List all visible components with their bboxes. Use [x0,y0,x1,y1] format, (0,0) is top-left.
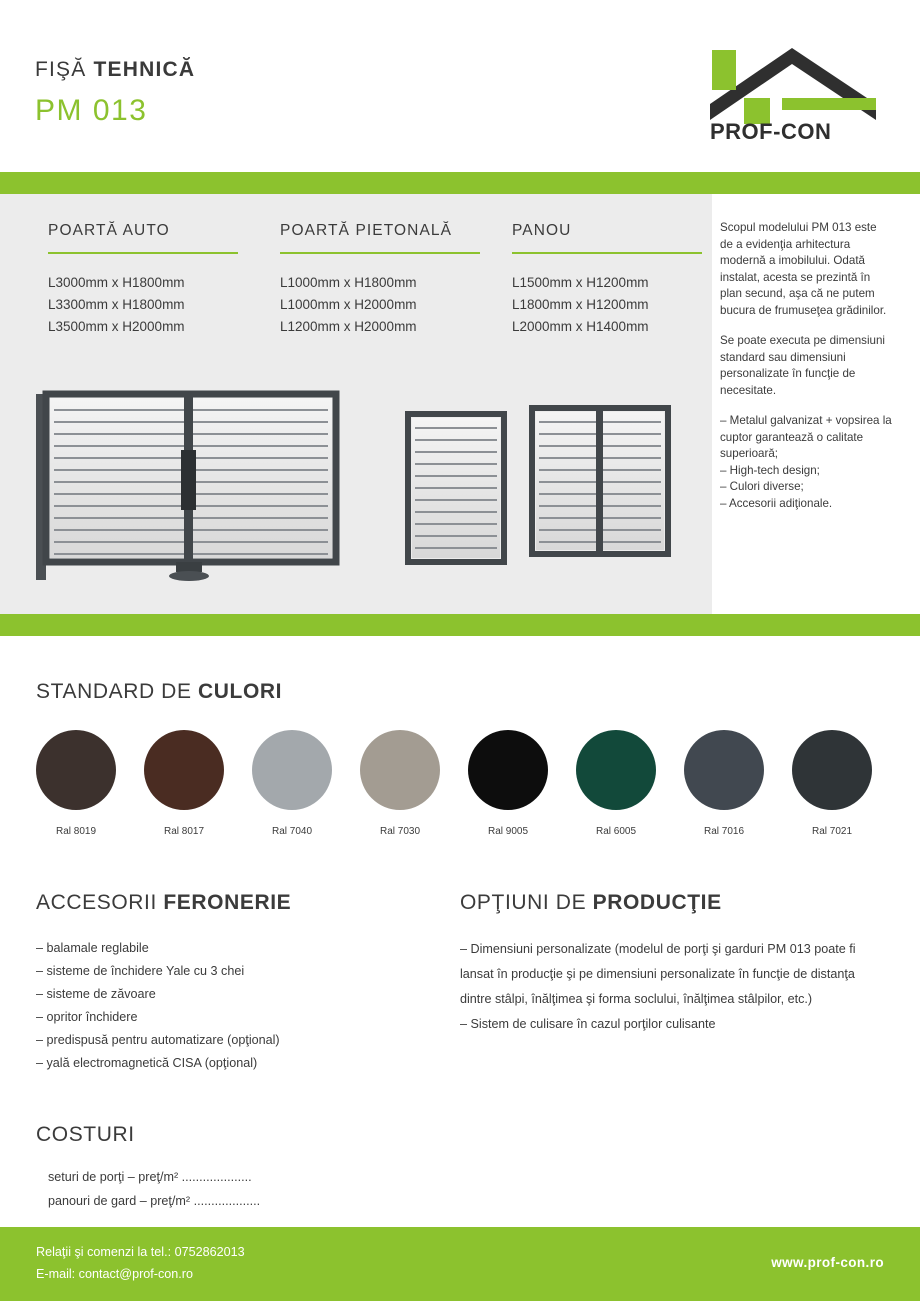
accessories-title [36,891,460,915]
gate-product-illustration [36,390,676,590]
color-label: Ral 8019 [55,826,97,837]
color-swatch-row [36,730,884,837]
spec-item: L1000mm x H1800mm [280,275,417,290]
color-swatch [576,730,656,837]
colors-title-prefix: STANDARD DE [36,680,198,703]
spec-item: L1800mm x H1200mm [512,297,649,312]
color-dot [684,730,764,810]
details-columns [36,891,884,1213]
spec-column-panou [512,222,744,338]
color-swatch [792,730,872,837]
production-title-bold: PRODUCŢIE [592,891,722,914]
title-block [35,58,195,128]
gate-drawing-icon [36,390,676,590]
color-label: Ral 7021 [811,826,853,837]
kicker-bold: TEHNICĂ [93,58,196,81]
footer-email[interactable]: E-mail: contact@prof-con.ro [36,1267,193,1281]
spec-list [512,272,744,338]
color-swatch [36,730,116,837]
production-title [460,891,884,915]
document-kicker [35,58,195,82]
color-label: Ral 7030 [379,826,421,837]
side-feature-item: – Culori diverse; [720,480,804,493]
accessories-title-prefix: ACCESORII [36,891,164,914]
spec-item: L3500mm x H2000mm [48,319,185,334]
costs-title: COSTURI [36,1123,135,1146]
color-swatch [144,730,224,837]
spec-item: L1000mm x H2000mm [280,297,417,312]
color-label: Ral 6005 [595,826,637,837]
spec-list [48,272,280,338]
color-label: Ral 8017 [163,826,205,837]
costs-list [36,1165,460,1213]
accessories-list [36,937,460,1075]
side-feature-item: – Accesorii adiţionale. [720,496,833,510]
color-swatch [468,730,548,837]
side-paragraph-1: Scopul modelului PM 013 este de a evidenţia arhitectura modernă a imobilului. Odată instalat, acesta se prezintă în plan secund, aşa că ne putem bucura de frumuseţea grădinilor. [720,221,887,317]
side-feature-list [720,413,892,512]
color-label: Ral 7040 [271,826,313,837]
spec-item: L2000mm x H1400mm [512,319,649,334]
side-feature-item: – Metalul galvanizat + vopsirea la cuptor garantează o calitate superioară; [720,414,892,460]
panel-accent-bar [0,614,920,636]
colors-section [0,680,920,1213]
spec-item: L1500mm x H1200mm [512,275,649,290]
color-swatch [252,730,332,837]
list-item: panouri de gard – preţ/m² ................... [48,1194,261,1208]
spec-columns [48,222,744,338]
spec-column-poarta-pietonala [280,222,512,338]
footer-website[interactable]: www.prof-con.ro [771,1255,884,1270]
logo-wordmark: PROF-CON [710,119,832,144]
spec-item: L3000mm x H1800mm [48,275,185,290]
spec-column-poarta-auto [48,222,280,338]
color-dot [36,730,116,810]
page-title: PM 013 [35,94,148,127]
color-label: Ral 9005 [487,826,529,837]
list-item: – Sistem de culisare în cazul porţilor culisante [460,1017,716,1031]
production-column [460,891,884,1213]
color-dot [792,730,872,810]
color-dot [468,730,548,810]
list-item: – balamale reglabile [36,941,149,955]
list-item: – opritor închidere [36,1010,138,1024]
list-item: – sisteme de închidere Yale cu 3 chei [36,964,245,978]
production-list [460,937,884,1037]
list-item: – yală electromagnetică CISA (opţional) [36,1056,258,1070]
colors-title-bold: CULORI [198,680,283,703]
color-swatch [684,730,764,837]
spec-column-title: POARTĂ PIETONALĂ [280,222,480,254]
footer-phone: Relaţii şi comenzi la tel.: 0752862013 [36,1245,245,1259]
side-feature-item: – High-tech design; [720,463,820,477]
color-dot [576,730,656,810]
page-header [0,0,920,172]
accessories-title-bold: FERONERIE [163,891,292,914]
color-swatch [360,730,440,837]
color-dot [252,730,332,810]
list-item: – predispusă pentru automatizare (opţional) [36,1033,280,1047]
production-title-prefix: OPŢIUNI DE [460,891,593,914]
color-dot [360,730,440,810]
colors-section-title [36,680,884,704]
list-item: – Dimensiuni personalizate (modelul de porţi şi garduri PM 013 poate fi lansat în producţie şi pe dimensiuni personalizate în funcţie de distanţa dintre stâlpi, înălţimea şi forma soclului, înălţimea stâlpilor, etc.) [460,942,856,1006]
kicker-prefix: FIŞĂ [35,58,94,81]
list-item: seturi de porţi – preţ/m² .................... [48,1170,252,1184]
accessories-column [36,891,460,1213]
side-description [720,220,892,512]
spec-list [280,272,512,338]
list-item: – sisteme de zăvoare [36,987,156,1001]
page-footer [0,1227,920,1301]
footer-contact-block [36,1241,245,1285]
spec-item: L1200mm x H2000mm [280,319,417,334]
spec-item: L3300mm x H1800mm [48,297,185,312]
specifications-panel [0,194,920,614]
color-label: Ral 7016 [703,826,745,837]
spec-column-title: POARTĂ AUTO [48,222,238,254]
color-dot [144,730,224,810]
header-accent-bar [0,172,920,194]
prof-con-logo [704,42,884,147]
spec-column-title: PANOU [512,222,702,254]
side-paragraph-2: Se poate executa pe dimensiuni standard sau dimensiuni personalizate în funcţie de necesitate. [720,334,886,397]
